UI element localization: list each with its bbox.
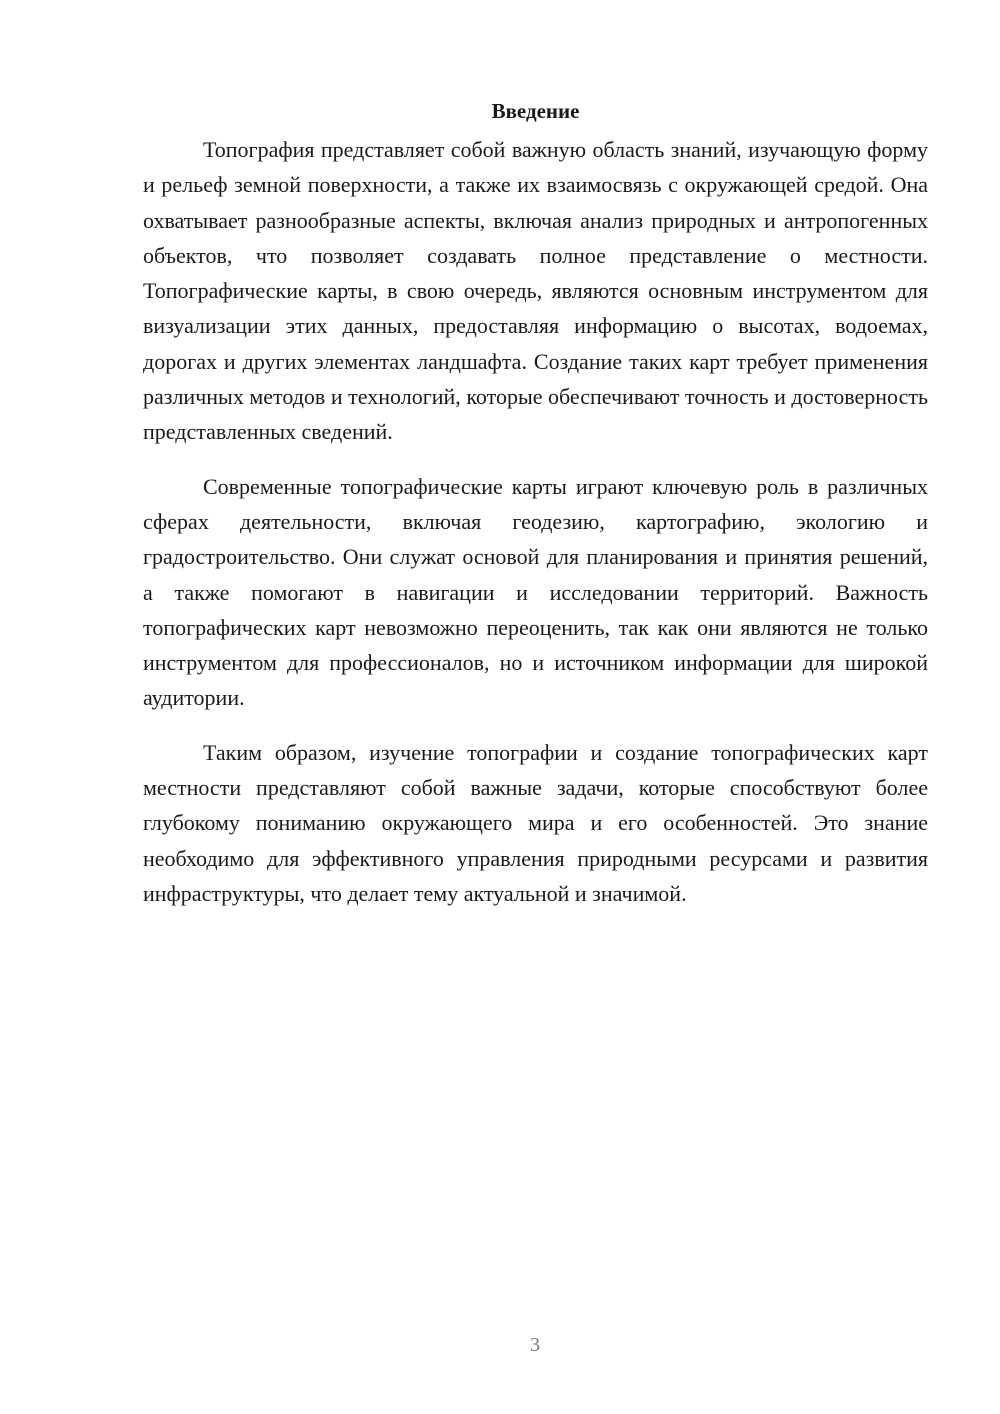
page-number: 3	[530, 1334, 540, 1356]
paragraph-2: Современные топографические карты играют ключевую роль в различных сферах деятельности, включая геодезию, картографию, экологию и градостроительство. Они служат основой для планирования и принятия решений, а также помогают в навигации и исследовании территорий. Важность топографических карт невозможно переоценить, так как они являются не только инструментом для профессионалов, но и источником информации для широкой аудитории.	[143, 473, 928, 711]
page-content	[143, 96, 928, 930]
section-heading: Введение	[491, 99, 580, 123]
paragraph-3: Таким образом, изучение топографии и создание топографических карт местности представляют собой важные задачи, которые способствуют более глубокому пониманию окружающего мира и его особенностей. Это знание необходимо для эффективного управления природными ресурсами и развития инфраструктуры, что делает тему актуальной и значимой.	[143, 739, 928, 906]
paragraph-1: Топография представляет собой важную область знаний, изучающую форму и рельеф земной поверхности, а также их взаимосвязь с окружающей средой. Она охватывает разнообразные аспекты, включая анализ природных и антропогенных объектов, что позволяет создавать полное представление о местности. Топографические карты, в свою очередь, являются основным инструментом для визуализации этих данных, предоставляя информацию о высотах, водоемах, дорогах и других элементах ландшафта. Создание таких карт требует применения различных методов и технологий, которые обеспечивают точность и достоверность представленных сведений.	[143, 137, 928, 445]
